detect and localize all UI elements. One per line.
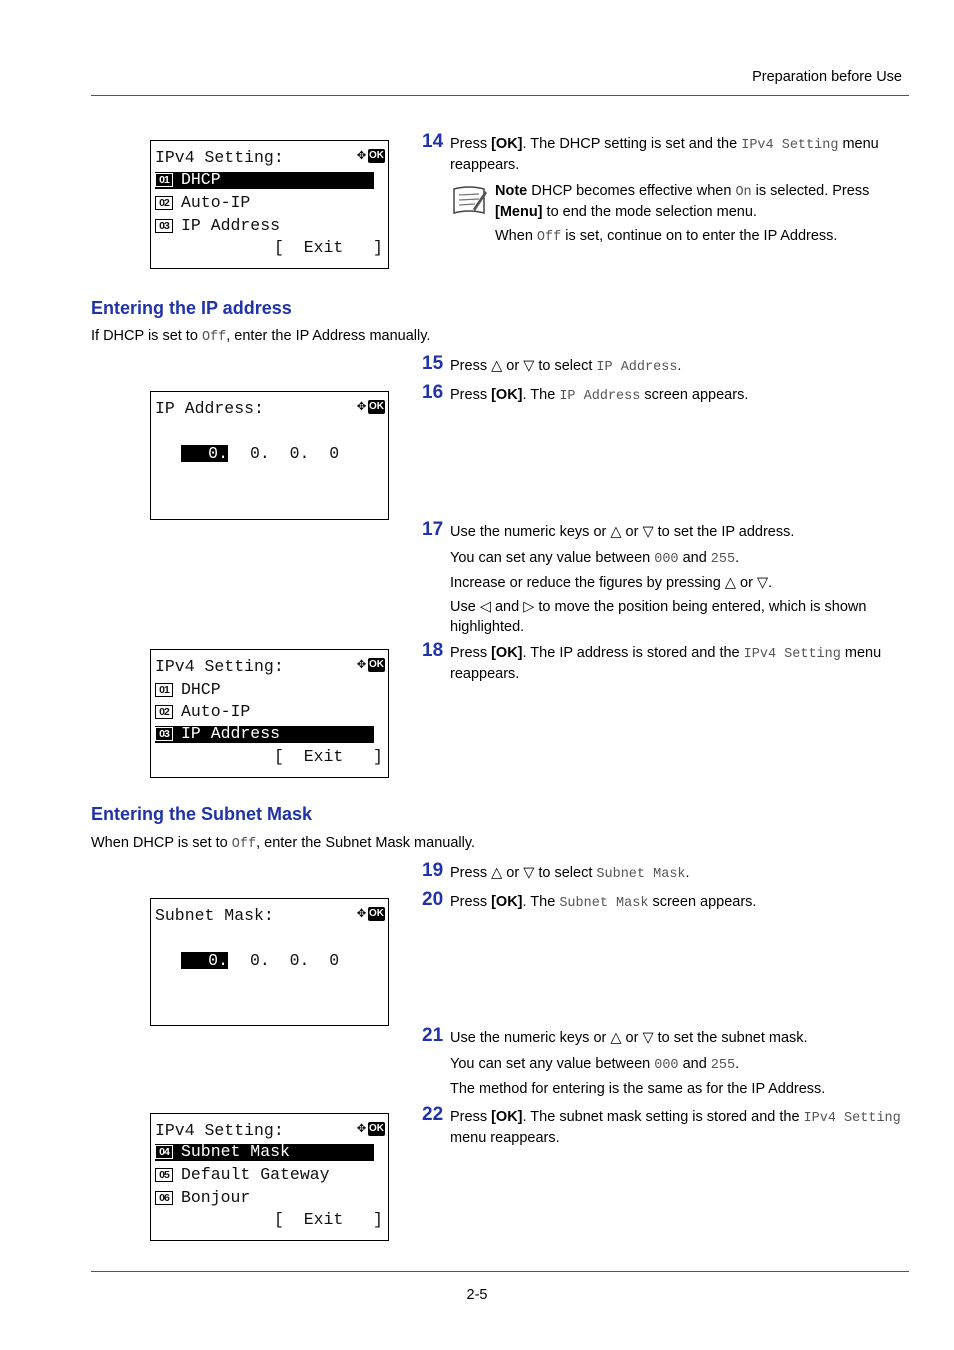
lcd-item-auto-ip [155,702,250,722]
text: Press [450,894,492,910]
text: . [735,1056,740,1072]
ok-icon: OK [369,908,384,919]
step-21-para-3: The method for entering is the same as for the IP Address. [450,1081,826,1097]
note-label: Note [495,183,528,199]
menu-name: IP Address [596,360,678,375]
step-18 [422,640,912,684]
step-15 [422,353,912,378]
item-number-box: 06 [155,1191,173,1205]
text: menu reappears. [450,136,879,173]
navigation-arrows-icon: ✥ [356,905,366,922]
lcd-title: IPv4 Setting: [155,148,284,167]
step-20 [422,889,912,914]
section-title-subnet-mask: Entering the Subnet Mask [91,804,313,824]
text: . The subnet mask setting is stored and the [522,1109,804,1125]
text: . The [522,894,560,910]
text: Press [450,1109,492,1125]
lcd-item-ip-address [155,216,280,236]
value-max: 255 [710,552,736,567]
lcd-title: Subnet Mask: [155,906,274,925]
text: and [678,1056,711,1072]
note-paragraph-2 [495,227,910,248]
key-label: [Menu] [495,203,543,220]
lcd-remaining-octets: 0. 0. 0 [250,444,340,463]
step-14 [422,131,912,175]
item-number-box: 01 [155,683,173,697]
lcd-exit-softkey: [ Exit ] [274,747,383,766]
step-17 [422,519,912,543]
step-19 [422,860,912,885]
text: When DHCP is set to [91,835,232,851]
step-number: 22 [422,1104,444,1125]
lcd-first-octet: 0. [198,444,228,463]
lcd-item-default-gateway [155,1165,330,1185]
text: . [735,550,740,566]
text: Press [450,645,492,661]
footer-rule [91,1271,909,1272]
lcd-nav-ok-icons [357,400,385,414]
lcd-item-label: Auto-IP [181,193,251,212]
value-min: 000 [654,552,679,567]
menu-name: IPv4 Setting [803,1111,901,1126]
lcd-ip-value [181,444,339,464]
step-17-para-3: Increase or reduce the figures by pressing △ or ▽. [450,575,773,591]
text: menu reappears. [450,645,882,682]
lcd-ipv4-setting-ip-address [150,649,389,778]
step-17-para-2 [450,549,910,570]
navigation-arrows-icon: ✥ [356,656,366,673]
value-off: Off [231,837,257,852]
text: When [495,228,537,244]
menu-name: Subnet Mask [596,867,686,882]
lcd-item-label: Bonjour [181,1188,251,1207]
ok-icon: OK [369,401,384,412]
navigation-arrows-icon: ✥ [356,1120,366,1137]
text: DHCP becomes effective when [527,183,736,199]
text: . The IP address is stored and the [522,645,744,661]
lcd-item-dhcp [155,170,221,190]
key-label: [OK] [491,894,523,910]
lcd-nav-ok-icons [357,907,385,921]
text: Use the numeric keys or △ or ▽ to set the IP address. [450,524,795,540]
step-number: 14 [422,131,444,152]
lcd-item-label: DHCP [181,170,221,189]
lcd-item-bonjour [155,1188,250,1208]
lcd-exit-softkey: [ Exit ] [274,1210,383,1229]
lcd-title: IPv4 Setting: [155,1121,284,1140]
item-number-box: 02 [155,705,173,719]
text: Press △ or ▽ to select [450,865,597,881]
step-number: 17 [422,519,444,540]
lcd-item-label: Subnet Mask [181,1142,290,1161]
note-paragraph-1 [495,182,910,222]
item-number-box: 05 [155,1168,173,1182]
text: screen appears. [640,387,749,403]
key-label: [OK] [491,136,523,152]
lcd-title: IP Address: [155,399,264,418]
header-title: Preparation before Use [752,69,902,85]
lcd-ipv4-setting-subnet-mask [150,1113,389,1241]
menu-name: Subnet Mask [559,896,649,911]
lcd-item-dhcp [155,680,221,700]
step-number: 18 [422,640,444,661]
step-22 [422,1104,912,1148]
lcd-subnet-mask [150,898,389,1026]
lcd-exit-softkey: [ Exit ] [274,238,383,257]
step-16 [422,382,912,407]
item-number-box: 03 [155,219,173,233]
key-label: [OK] [491,645,523,661]
section-title-ip-address: Entering the IP address [91,298,292,318]
text: Press △ or ▽ to select [450,358,597,374]
menu-name: IPv4 Setting [743,647,841,662]
navigation-arrows-icon: ✥ [356,398,366,415]
lcd-item-label: Default Gateway [181,1165,330,1184]
lcd-nav-ok-icons [357,149,385,163]
text: menu reappears. [450,1129,560,1146]
text: is set, continue on to enter the IP Address. [561,228,838,244]
menu-name: IPv4 Setting [741,138,839,153]
lcd-item-label: IP Address [181,216,281,235]
page-number: 2-5 [466,1287,488,1303]
item-number-box: 01 [155,173,173,187]
text: , enter the IP Address manually. [226,328,431,344]
text: . [677,358,682,374]
lcd-nav-ok-icons [357,1122,385,1136]
lcd-remaining-octets: 0. 0. 0 [250,951,340,970]
step-17-para-4: Use ◁ and ▷ to move the position being entered, which is shown highlighted. [450,599,867,635]
lcd-item-label: Auto-IP [181,702,251,721]
header-rule [91,95,909,96]
lcd-nav-ok-icons [357,658,385,672]
section-intro-subnet [91,835,475,852]
item-number-box: 02 [155,196,173,210]
text: You can set any value between [450,550,655,566]
menu-name: IP Address [559,389,641,404]
value-on: On [735,185,752,200]
value-off: Off [536,230,562,245]
lcd-first-octet: 0. [198,951,228,970]
lcd-item-ip-address [155,724,280,744]
key-label: [OK] [491,1109,523,1125]
step-number: 16 [422,382,444,403]
item-number-box: 04 [155,1145,173,1159]
text: is selected. Press [751,183,870,199]
text: Use the numeric keys or △ or ▽ to set the subnet mask. [450,1030,808,1046]
text: . [685,865,690,881]
ok-icon: OK [369,659,384,670]
ok-icon: OK [369,150,384,161]
step-21 [422,1025,912,1049]
value-off: Off [201,330,227,345]
lcd-ip-address [150,391,389,520]
step-21-para-2 [450,1055,910,1076]
lcd-subnet-value [181,951,339,971]
text: If DHCP is set to [91,328,202,344]
value-max: 255 [710,1058,736,1073]
text: Press [450,387,492,403]
lcd-item-label: DHCP [181,680,221,699]
key-label: [OK] [491,387,523,403]
value-min: 000 [654,1058,679,1073]
note-icon [451,183,487,217]
lcd-title: IPv4 Setting: [155,657,284,676]
text: and [678,550,711,566]
lcd-item-subnet-mask [155,1142,290,1162]
text: , enter the Subnet Mask manually. [256,835,476,851]
text: to end the mode selection menu. [542,203,757,220]
text: You can set any value between [450,1056,655,1072]
lcd-item-auto-ip [155,193,250,213]
lcd-item-label: IP Address [181,724,281,743]
section-intro-ip [91,328,430,345]
step-number: 21 [422,1025,444,1046]
navigation-arrows-icon: ✥ [356,147,366,164]
ok-icon: OK [369,1123,384,1134]
text: screen appears. [648,894,757,910]
step-number: 19 [422,860,444,881]
step-number: 20 [422,889,444,910]
text: . The [522,387,560,403]
lcd-ipv4-setting-dhcp [150,140,389,269]
text: Press [450,136,492,152]
item-number-box: 03 [155,727,173,741]
step-number: 15 [422,353,444,374]
text: . The DHCP setting is set and the [522,136,742,152]
